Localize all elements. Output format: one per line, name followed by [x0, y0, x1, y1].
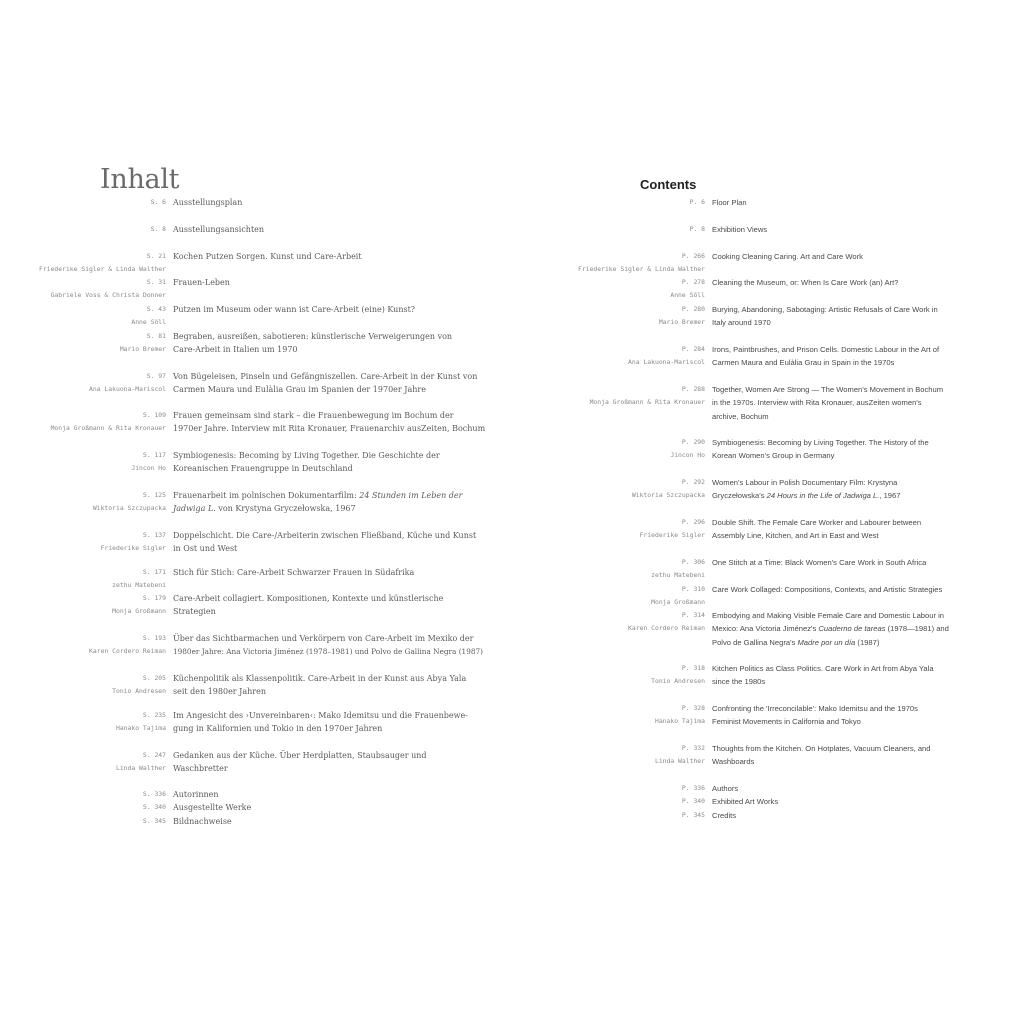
toc-entry-title[interactable]: Autorinnen Ausgestellte Werke Bildnachweise	[173, 790, 252, 826]
toc-entry-page: S. 179 Monja Großmann	[0, 592, 166, 619]
toc-entry-title[interactable]: Ausstellungsplan	[173, 198, 243, 207]
toc-entry-page: S. 6	[150, 198, 166, 206]
toc-entry-title[interactable]: Care Work Collaged: Compositions, Contexts, and Artistic Strategies	[712, 585, 943, 594]
toc-entry-author: Jincon Ho	[131, 464, 166, 473]
toc-entry-author: Friederike Sigler & Linda Walther	[578, 265, 705, 274]
toc-entry-author: Ana Lakuona-Mariscol	[89, 385, 166, 394]
toc-entry-page: S. 247 Linda Walther	[0, 749, 166, 776]
toc-entry-page: P. 292 Wiktoria Szczupacka	[0, 476, 705, 503]
toc-entry-page: S. 81 Mario Bremer	[0, 330, 166, 357]
toc-entry-title[interactable]: Kochen Putzen Sorgen. Kunst und Care-Arbeit	[173, 252, 362, 261]
toc-entry-author: Wiktoria Szczupacka	[631, 491, 705, 500]
toc-entry-page: S. 137 Friederike Sigler	[0, 529, 166, 556]
toc-entry-title[interactable]: Together, Women Are Strong — The Women's Movement in Bochum in the 1970s. Interview with Rita Kronauer, ausZeiten women's archive, Bochum	[712, 385, 944, 421]
toc-entry-author: Linda Walther	[654, 757, 705, 766]
toc-entry-title[interactable]: Burying, Abandoning, Sabotaging: Artistic Refusals of Care Work in Italy around 1970	[712, 305, 938, 328]
toc-entry-page: P. 328 Hanako Tajima	[0, 702, 705, 729]
toc-entry-author: Anne Söll	[131, 318, 166, 327]
toc-entry-title[interactable]: Care-Arbeit collagiert. Kompositionen, Kontexte und künstlerische Strategien	[173, 594, 444, 617]
page-title-german: Inhalt	[100, 164, 180, 195]
toc-entry-page: S. 43 Anne Söll	[0, 303, 166, 330]
toc-entry-title[interactable]: Irons, Paintbrushes, and Prison Cells. Domestic Labour in the Art of Carmen Maura and Eulàlia Grau in Spain in the 1970s	[712, 345, 940, 368]
toc-entry-page: S. 171 zethu Matebeni	[0, 566, 166, 593]
toc-entry-author: Monja Großmann & Rita Kronauer	[589, 398, 705, 407]
toc-entry-page: P. 310 Monja Großmann	[0, 583, 705, 610]
toc-entry-title[interactable]: Symbiogenesis: Becoming by Living Together. Die Geschichte der Koreanischen Frauengruppe in Deutschland	[173, 451, 440, 474]
toc-entry-page: S. 235 Hanako Tajima	[0, 709, 166, 736]
toc-entry-author: Hanako Tajima	[654, 717, 705, 726]
toc-entry-page: P. 6	[689, 198, 705, 206]
toc-entry-author: Hanako Tajima	[115, 724, 166, 733]
toc-entry-title[interactable]: Begraben, ausreißen, sabotieren: künstlerische Verweigerungen von Care-Arbeit in Italien um 1970	[173, 332, 453, 355]
toc-entry-page: S. 205 Tonio Andresen	[0, 672, 166, 699]
toc-entry-title[interactable]: One Stitch at a Time: Black Women's Care Work in South Africa	[712, 558, 927, 567]
toc-entry-page: S. 109 Monja Großmann & Rita Kronauer	[0, 409, 166, 436]
toc-entry-author: Tonio Andresen	[651, 677, 705, 686]
toc-entry-title[interactable]: Stich für Stich: Care-Arbeit Schwarzer Frauen in Südafrika	[173, 568, 415, 577]
toc-entry-page: P. 278 Anne Söll	[0, 276, 705, 303]
toc-entry-title[interactable]: Gedanken aus der Küche. Über Herdplatten, Staubsauger und Waschbretter	[173, 751, 427, 774]
toc-entry-author: Monja Großmann	[112, 607, 166, 616]
toc-entry-title[interactable]: Doppelschicht. Die Care-/Arbeiterin zwischen Fließband, Küche und Kunst in Ost und West	[173, 531, 477, 554]
page-title-english: Contents	[640, 177, 697, 192]
toc-entry-author: Mario Bremer	[119, 345, 166, 354]
toc-entry-title[interactable]: Confronting the 'Irreconcilable': Mako Idemitsu and the 1970s Feminist Movements in California and Tokyo	[712, 704, 918, 727]
toc-entry-page: P. 288 Monja Großmann & Rita Kronauer	[0, 383, 705, 410]
toc-entry-title[interactable]: Frauen gemeinsam sind stark – die Frauenbewegung im Bochum der 1970er Jahre. Interview mit Rita Kronauer, Frauenarchiv ausZeiten, Bochum	[173, 411, 486, 434]
toc-entry-title[interactable]: Embodying and Making Visible Female Care and Domestic Labour in Mexico: Ana Victoria Jiménez's Cuaderno de tareas (1978—1981) and Polvo de Gallina Negra's Madre por un día (1987)	[712, 611, 949, 647]
toc-entry-author: Friederike Sigler	[100, 544, 166, 553]
toc-entry-page: P. 8	[689, 225, 705, 233]
toc-entry-author: Karen Cordero Reiman	[89, 647, 166, 656]
toc-entry-title[interactable]: Authors Exhibited Art Works Credits	[712, 784, 779, 820]
toc-entry-page: S. 21 Friederike Sigler & Linda Walther	[0, 250, 166, 277]
toc-entry-page: S. 125 Wiktoria Szczupacka	[0, 489, 166, 516]
toc-entry-title[interactable]: Exhibition Views	[712, 225, 768, 234]
toc-entry-title[interactable]: Frauen-Leben	[173, 278, 230, 287]
toc-entry-page: P. 332 Linda Walther	[0, 742, 705, 769]
toc-entry-page: P. 306 zethu Matebeni	[0, 556, 705, 583]
toc-entry-page: P. 280 Mario Bremer	[0, 303, 705, 330]
toc-entry-author: Anne Söll	[670, 291, 705, 300]
toc-entry-title[interactable]: Putzen im Museum oder wann ist Care-Arbeit (eine) Kunst?	[173, 305, 416, 314]
toc-entry-title[interactable]: Von Bügeleisen, Pinseln und Gefängniszellen. Care-Arbeit in der Kunst von Carmen Maura und Eulàlia Grau im Spanien der 1970er Jahre	[173, 372, 478, 395]
toc-entry-page: P. 284 Ana Lakuona-Mariscol	[0, 343, 705, 370]
toc-entry-author: Tonio Andresen	[112, 687, 166, 696]
toc-entry-author: Karen Cordero Reiman	[628, 624, 705, 633]
toc-entry-page: S. 193 Karen Cordero Reiman	[0, 632, 166, 659]
toc-entry-author: zethu Matebeni	[112, 581, 166, 590]
toc-entry-author: Friederike Sigler	[639, 531, 705, 540]
toc-entry-title[interactable]: Thoughts from the Kitchen. On Hotplates, Vacuum Cleaners, and Washboards	[712, 744, 931, 767]
toc-entry-author: Jincon Ho	[670, 451, 705, 460]
toc-entry-author: zethu Matebeni	[651, 571, 705, 580]
toc-entry-title[interactable]: Im Angesicht des ›Unvereinbaren‹: Mako Idemitsu und die Frauenbewe- gung in Kalifornien und Tokio in den 1970er Jahren	[173, 711, 468, 734]
toc-entry-page: P. 290 Jincon Ho	[0, 436, 705, 463]
toc-entry-title[interactable]: Cooking Cleaning Caring. Art and Care Work	[712, 252, 863, 261]
toc-entry-title[interactable]: Cleaning the Museum, or: When Is Care Work (an) Art?	[712, 278, 899, 287]
toc-entry-author: Friederike Sigler & Linda Walther	[39, 265, 166, 274]
toc-entry-title[interactable]: Double Shift. The Female Care Worker and Labourer between Assembly Line, Kitchen, and Art in East and West	[712, 518, 922, 541]
toc-entry-page: S. 117 Jincon Ho	[0, 449, 166, 476]
toc-entry-title[interactable]: Kitchen Politics as Class Politics. Care Work in Art from Abya Yala since the 1980s	[712, 664, 934, 687]
toc-entry-title[interactable]: Ausstellungsansichten	[173, 225, 265, 234]
toc-entry-page: P. 266 Friederike Sigler & Linda Walther	[0, 250, 705, 277]
toc-entry-author: Monja Großmann	[651, 598, 705, 607]
toc-entry-title[interactable]: Über das Sichtbarmachen und Verkörpern von Care-Arbeit im Mexiko der 1980er Jahre: Ana Victoria Jiménez (1978–1981) und Polvo de Gallina Negra (1987)	[173, 634, 483, 657]
toc-entry-author: Ana Lakuona-Mariscol	[628, 358, 705, 367]
toc-entry-author: Linda Walther	[115, 764, 166, 773]
toc-entry-title[interactable]: Floor Plan	[712, 198, 747, 207]
toc-entry-page: P. 314 Karen Cordero Reiman	[0, 609, 705, 636]
toc-entry-title[interactable]: Symbiogenesis: Becoming by Living Together. The History of the Korean Women's Group in Germany	[712, 438, 929, 461]
toc-entry-author: Gabriele Voss & Christa Donner	[50, 291, 166, 300]
toc-entry-title[interactable]: Frauenarbeit im polnischen Dokumentarfilm: 24 Stunden im Leben der Jadwiga L. von Krystyna Gryczełowska, 1967	[173, 491, 463, 514]
toc-entry-title[interactable]: Women's Labour in Polish Documentary Film: Krystyna Gryczełowska's 24 Hours in the Life of Jadwiga L., 1967	[712, 478, 901, 501]
toc-entry-page: P. 336 P. 340 P. 345	[681, 784, 705, 819]
toc-entry-page: S. 31 Gabriele Voss & Christa Donner	[0, 276, 166, 303]
toc-entry-author: Mario Bremer	[658, 318, 705, 327]
toc-entry-title[interactable]: Küchenpolitik als Klassenpolitik. Care-Arbeit in der Kunst aus Abya Yala seit den 1980er Jahren	[173, 674, 467, 697]
toc-entry-page: S. 8	[150, 225, 166, 233]
toc-entry-page: P. 318 Tonio Andresen	[0, 662, 705, 689]
toc-entry-author: Monja Großmann & Rita Kronauer	[50, 424, 166, 433]
toc-entry-author: Wiktoria Szczupacka	[92, 504, 166, 513]
toc-entry-page: S. 336 S. 340 S. 345	[142, 790, 166, 825]
toc-entry-page: S. 97 Ana Lakuona-Mariscol	[0, 370, 166, 397]
toc-entry-page: P. 296 Friederike Sigler	[0, 516, 705, 543]
